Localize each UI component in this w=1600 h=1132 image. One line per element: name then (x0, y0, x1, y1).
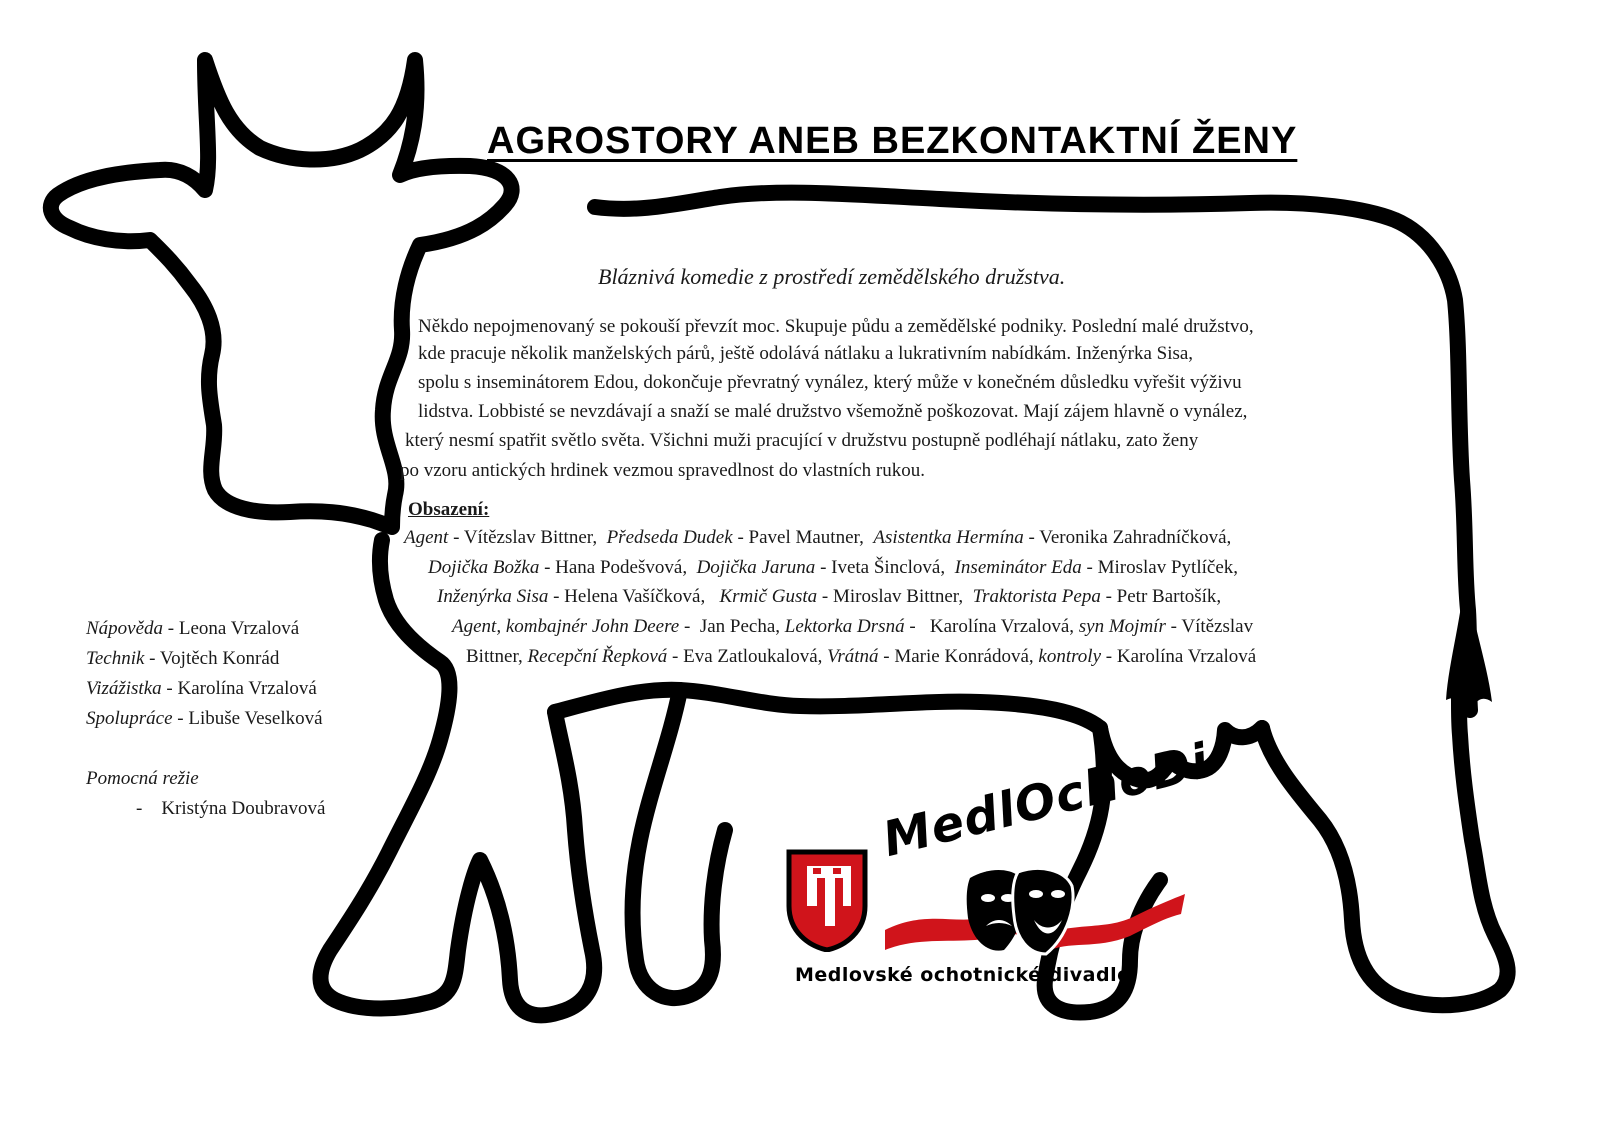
cast-actor: Miroslav Pytlíček (1097, 557, 1234, 578)
synopsis-line: spolu s inseminátorem Edou, dokončuje převratný vynález, který může v konečném důsledku vyřešit výživu (418, 372, 1242, 393)
cast-line: Agent - Vítězslav Bittner, Předseda Dudek - Pavel Mautner, Asistentka Hermína - Veronika Zahradníčková, (404, 527, 1232, 548)
cow-hind-leg-outline (1262, 680, 1508, 1005)
theatre-brand-name: MedlOchoDi (877, 732, 1215, 868)
cast-actor: Hana Podešvová (555, 557, 683, 578)
theatre-full-name: Medlovské ochotnické divadlo (795, 964, 1131, 986)
synopsis-line: po vzoru antických hrdinek vezmou spravedlnost do vlastních rukou. (400, 460, 926, 481)
cast-line: Bittner, Recepční Řepková - Eva Zatloukalová, Vrátná - Marie Konrádová, kontroly - Karolína Vrzalová (466, 646, 1257, 667)
cast-role: Inseminátor Eda (954, 557, 1082, 578)
cast-role: Inženýrka Sisa (437, 586, 549, 607)
cast-line: Dojička Božka - Hana Podešvová, Dojička Jaruna - Iveta Šinclová, Inseminátor Eda - Miroslav Pytlíček, (428, 557, 1239, 578)
cast-heading: Obsazení: (408, 499, 490, 520)
cast-role: Agent (404, 527, 449, 548)
cow-head-outline (51, 60, 512, 527)
cast-actor: Vítězslav (1181, 616, 1254, 637)
subtitle: Bláznivá komedie z prostředí zemědělského družstva. (598, 264, 1066, 289)
cast-role: Krmič Gusta (719, 586, 818, 607)
crew-role: Nápověda (86, 618, 164, 639)
crew-role: Spolupráce (86, 708, 173, 729)
cast-role: kontroly (1038, 646, 1102, 667)
crew-line: Technik - Vojtěch Konrád (86, 648, 280, 669)
cast-role: Lektorka Drsná (784, 616, 905, 637)
cast-actor: Marie Konrádová (894, 646, 1029, 667)
cast-actor: Veronika Zahradníčková (1039, 527, 1227, 548)
crew-name: Leona Vrzalová (178, 618, 300, 639)
synopsis-line: který nesmí spatřit světlo světa. Všichni muži pracující v družstvu postupně podléhají nátlaku, zato ženy (405, 430, 1199, 451)
crew-role: Technik (86, 648, 145, 669)
theatre-logo (785, 732, 1215, 1000)
theatre-masks-icon (960, 858, 1080, 968)
assistant-direction-role: Pomocná režie (86, 768, 199, 789)
crew-line: Nápověda - Leona Vrzalová (86, 618, 300, 639)
cast-role: Traktorista Pepa (972, 586, 1101, 607)
synopsis-line: Někdo nepojmenovaný se pokouší převzít moc. Skupuje půdu a zemědělské podniky. Poslední malé družstvo, (418, 316, 1254, 337)
cast-line: Agent, kombajnér John Deere - Jan Pecha, Lektorka Drsná - Karolína Vrzalová, syn Mojmír - Vítězslav (452, 616, 1254, 637)
cast-actor: Pavel Mautner (748, 527, 860, 548)
cast-role: syn Mojmír (1078, 616, 1166, 637)
town-crest-icon (785, 848, 869, 952)
cast-actor: Helena Vašíčková (564, 586, 701, 607)
crew-name: Vojtěch Konrád (159, 648, 280, 669)
cow-tail-tuft (1446, 600, 1492, 712)
synopsis-line: lidstva. Lobbisté se nevzdávají a snaží se malé družstvo všemožně poškozovat. Mají zájem hlavně o vynález, (418, 401, 1248, 422)
cast-role: Dojička Božka (428, 557, 540, 578)
cow-belly-outline (555, 690, 1100, 728)
crew-name: Libuše Veselková (188, 708, 323, 729)
cast-role: Předseda Dudek (606, 527, 733, 548)
cow-chest-outline (320, 540, 594, 1015)
cast-role: Recepční Řepková (527, 646, 668, 667)
assistant-direction-name: - Kristýna Doubravová (136, 798, 326, 819)
cast-actor: Karolína Vrzalová (1116, 646, 1257, 667)
cast-actor: Miroslav Bittner (832, 586, 959, 607)
cast-role: Agent, kombajnér John Deere (452, 616, 680, 637)
cast-actor: Eva Zatloukalová (683, 646, 818, 667)
crew-role: Vizážistka (86, 678, 162, 699)
crew-name: Karolína Vrzalová (177, 678, 317, 699)
cast-line: Inženýrka Sisa - Helena Vašíčková, Krmič Gusta - Miroslav Bittner, Traktorista Pepa - Petr Bartošík, (437, 586, 1222, 607)
cast-role: Vrátná (827, 646, 879, 667)
cast-actor: Bittner (466, 646, 519, 667)
cast-actor: Iveta Šinclová (831, 557, 941, 578)
cast-actor: Jan Pecha (699, 616, 776, 637)
cast-role: Asistentka Hermína (873, 527, 1024, 548)
cast-actor: Karolína Vrzalová (929, 616, 1070, 637)
crew-line: Vizážistka - Karolína Vrzalová (86, 678, 317, 699)
cast-role: Dojička Jaruna (696, 557, 816, 578)
cast-actor: Petr Bartošík (1116, 586, 1217, 607)
page-title: AGROSTORY ANEB BEZKONTAKTNÍ ŽENY (487, 120, 1298, 162)
synopsis-line: kde pracuje několik manželských párů, ještě odolává nátlaku a lukrativním nabídkám. Inženýrka Sisa, (418, 343, 1194, 364)
crew-line: Spolupráce - Libuše Veselková (86, 708, 323, 729)
cow-front-leg-inner-outline (633, 690, 725, 998)
cast-actor: Vítězslav Bittner (463, 527, 593, 548)
